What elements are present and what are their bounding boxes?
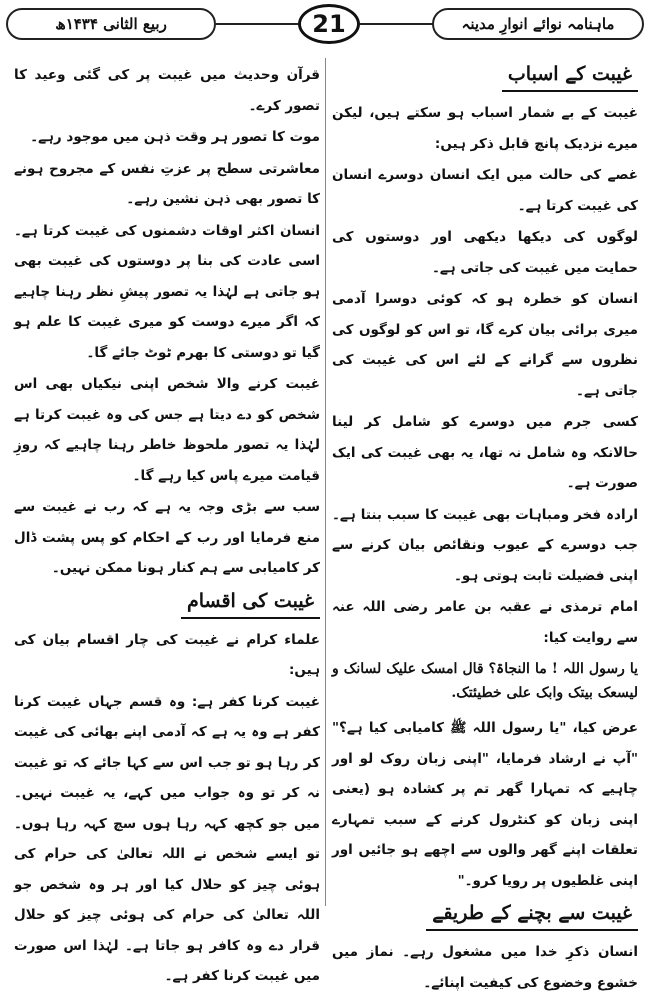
paragraph: عرض کیا، "یا رسول اللہ ﷺ کامیابی کیا ہے؟" "آپ نے ارشاد فرمایا، "اپنی زبان روک لو اور چاہیے کہ تمہارا گھر تم پر کشادہ ہو (یعنی اپنی زبان کو کنٹرول کرنے کے سبب تمہارے تعلقات اپنے گھر والوں سے اچھے ہو جائیں اور اپنی غلطیوں پر رویا کرو۔" xyxy=(332,720,638,889)
page-number: 21 xyxy=(298,4,360,44)
paragraph: غیبت کرنے والا شخص اپنی نیکیاں بھی اس شخص کو دے دیتا ہے جس کی وہ غیبت کرتا ہے لہٰذا یہ تصور ملحوظ خاطر رہنا چاہیے کہ روزِ قیامت میرے پاس کیا رہے گا۔ xyxy=(14,376,320,484)
issue-date: ربیع الثانی ۱۴۳۴ھ xyxy=(6,8,216,40)
right-column xyxy=(332,58,638,999)
paragraph: امام ترمذی نے عقبہ بن عامر رضی اللہ عنہ سے روایت کیا: xyxy=(332,599,638,646)
paragraph: موت کا تصور ہر وقت ذہن میں موجود رہے۔ xyxy=(30,129,320,145)
heading-causes: غیبت کے اسباب xyxy=(502,60,638,92)
left-column xyxy=(14,60,320,993)
paragraph: ارادہ فخر ومباہات بھی غیبت کا سبب بنتا ہے۔ جب دوسرے کے عیوب ونقائص بیان کرنے سے اپنی فضیلت ثابت ہوتی ہو۔ xyxy=(332,506,638,584)
paragraph: قرآن وحدیث میں غیبت پر کی گئی وعید کا تصور کرے۔ xyxy=(14,67,320,114)
heading-prevention: غیبت سے بچنے کے طریقے xyxy=(426,899,638,931)
header-line-left xyxy=(216,23,298,25)
paragraph: انسان کو خطرہ ہو کہ کوئی دوسرا آدمی میری برائی بیان کرے گا، تو اس کو لوگوں کی نظروں سے گرانے کے لئے اس کی غیبت کی جاتی ہے۔ xyxy=(332,291,638,399)
heading-types: غیبت کی اقسام xyxy=(181,587,320,619)
paragraph: غیبت کرنا کفر ہے: وہ قسم جہاں غیبت کرنا کفر ہے وہ یہ ہے کہ آدمی اپنے بھائی کی غیبت کر رہا ہو تو جب اس سے کہا جائے کہ تو غیبت نہ کر تو وہ جواب میں کہے، یہ غیبت نہیں۔ میں جو کچھ کہہ رہا ہوں سچ کہہ رہا ہوں۔ تو ایسے شخص نے اللہ تعالیٰ کی حرام کی ہوئی چیز کو حلال کیا اور ہر وہ شخص جو اللہ تعالیٰ کی حرام کی ہوئی چیز کو حلال قرار دے وہ کافر ہو جاتا ہے۔ لہٰذا اس صورت میں غیبت کرنا کفر ہے۔ xyxy=(14,693,320,984)
header-line-right xyxy=(360,23,434,25)
paragraph: لوگوں کی دیکھا دیکھی اور دوستوں کی حمایت میں غیبت کی جاتی ہے۔ xyxy=(332,229,638,276)
paragraph: انسان اکثر اوقات دشمنوں کی غیبت کرتا ہے۔ اسی عادت کی بنا پر دوستوں کی غیبت بھی ہو جاتی ہے لہٰذا یہ تصور پیشِ نظر رہنا چاہیے کہ اگر میرے دوست کو میری غیبت کا علم ہو گیا تو دوستی کا بھرم ٹوٹ جائے گا۔ xyxy=(14,222,320,361)
magazine-title: ماہنامہ نوائے انوارِ مدینہ xyxy=(432,8,644,40)
paragraph: سب سے بڑی وجہ یہ ہے کہ رب نے غیبت سے منع فرمایا اور رب کے احکام کو پس پشت ڈال کر کامیابی سے ہم کنار ہونا ممکن نہیں۔ xyxy=(14,499,320,576)
paragraph: غصے کی حالت میں ایک انسان دوسرے انسان کی غیبت کرتا ہے۔ xyxy=(332,167,638,214)
arabic-hadith: یا رسول اللہ ! ما النجاۃ؟ قال امسک علیک لسانک و لیسعک بیتک وابک علی خطیئتک. xyxy=(332,661,638,701)
page-header xyxy=(6,4,644,44)
column-divider xyxy=(325,58,326,906)
paragraph: کسی جرم میں دوسرے کو شامل کر لینا حالانکہ وہ شامل نہ تھا، یہ بھی غیبت کی ایک صورت ہے۔ xyxy=(332,414,638,491)
paragraph: علماء کرام نے غیبت کی چار اقسام بیان کی ہیں: xyxy=(14,631,320,678)
paragraph: انسان ذکرِ خدا میں مشغول رہے۔ نماز میں خشوع وخضوع کی کیفیت اپنائے۔ xyxy=(332,944,638,991)
paragraph: غیبت کے بے شمار اسباب ہو سکتے ہیں، لیکن میرے نزدیک پانچ قابل ذکر ہیں: xyxy=(332,105,638,152)
paragraph: معاشرتی سطح پر عزتِ نفس کے مجروح ہونے کا تصور بھی ذہن نشین رہے۔ xyxy=(14,160,320,207)
